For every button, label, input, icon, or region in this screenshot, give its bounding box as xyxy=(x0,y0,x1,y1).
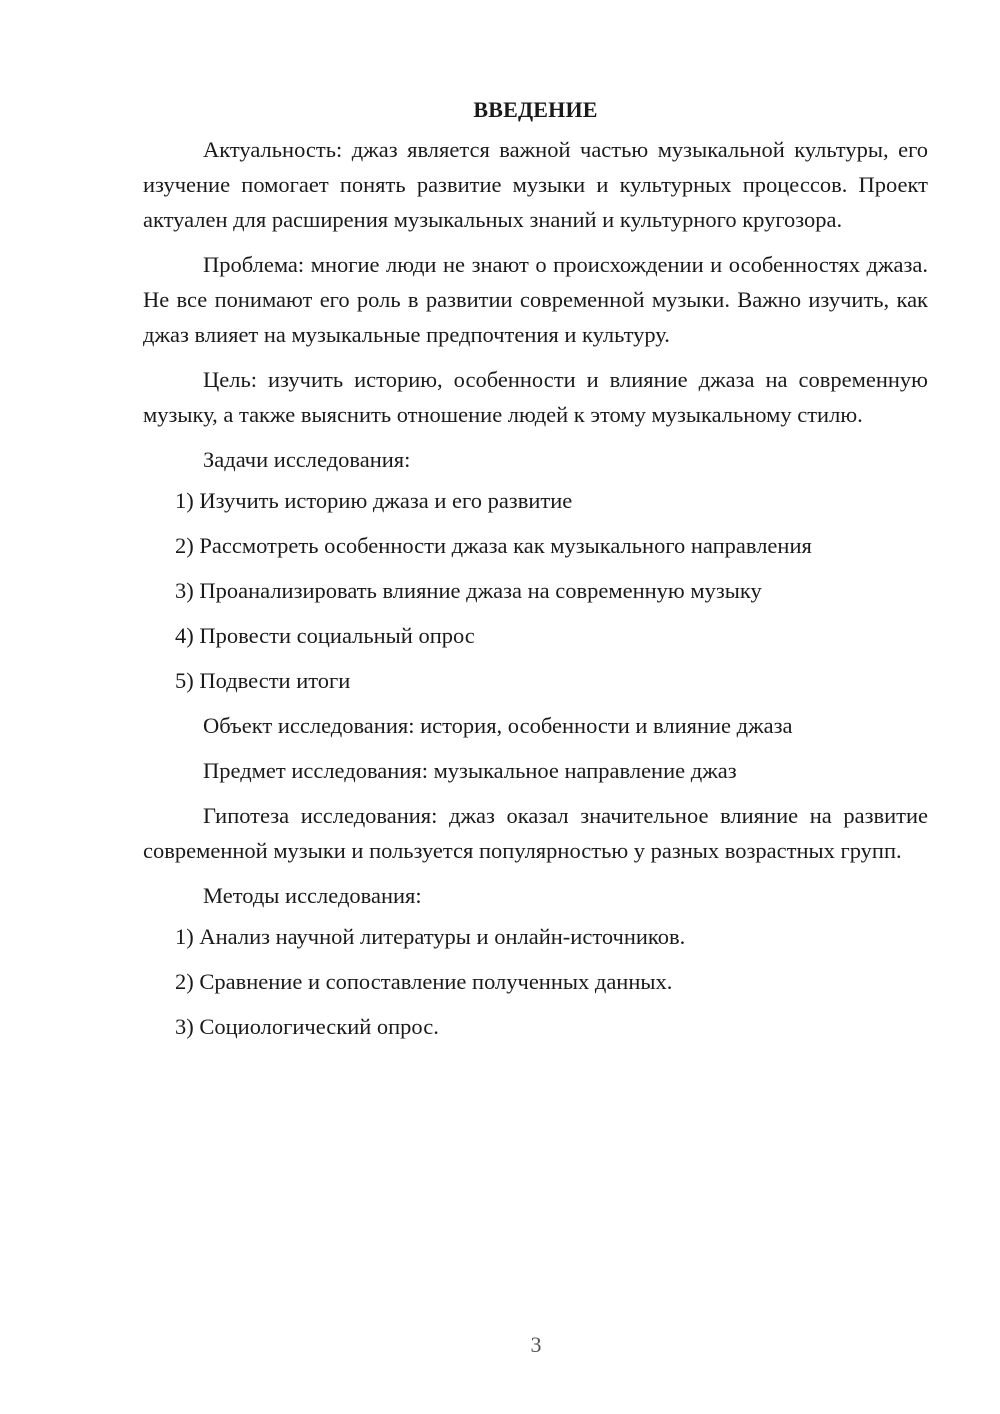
list-item: 2) Рассмотреть особенности джаза как музыкального направления xyxy=(175,533,812,558)
list-item: 5) Подвести итоги xyxy=(175,668,351,693)
list-item: 4) Провести социальный опрос xyxy=(175,623,475,648)
section-title: ВВЕДЕНИЕ xyxy=(473,97,598,122)
list-item: 1) Анализ научной литературы и онлайн-источников. xyxy=(175,924,686,949)
list-item: 1) Изучить историю джаза и его развитие xyxy=(175,488,573,513)
object-line: Объект исследования: история, особенности и влияние джаза xyxy=(203,713,793,738)
goal-paragraph: Цель: изучить историю, особенности и влияние джаза на современную музыку, а также выяснить отношение людей к этому музыкальному стилю. xyxy=(143,367,928,427)
page-content xyxy=(143,94,928,1054)
relevance-paragraph: Актуальность: джаз является важной частью музыкальной культуры, его изучение помогает понять развитие музыки и культурных процессов. Проект актуален для расширения музыкальных знаний и культурного кругозора. xyxy=(143,137,928,232)
problem-paragraph: Проблема: многие люди не знают о происхождении и особенностях джаза. Не все понимают его роль в развитии современной музыки. Важно изучить, как джаз влияет на музыкальные предпочтения и культуру. xyxy=(143,252,928,347)
methods-list xyxy=(143,919,928,1044)
methods-heading: Методы исследования: xyxy=(203,883,422,908)
list-item: 2) Сравнение и сопоставление полученных данных. xyxy=(175,969,673,994)
list-item: 3) Социологический опрос. xyxy=(175,1014,439,1039)
tasks-heading: Задачи исследования: xyxy=(203,447,411,472)
subject-line: Предмет исследования: музыкальное направление джаз xyxy=(203,758,737,783)
tasks-list xyxy=(143,483,928,698)
hypothesis-paragraph: Гипотеза исследования: джаз оказал значительное влияние на развитие современной музыки и пользуется популярностью у разных возрастных групп. xyxy=(143,803,928,863)
page-number: 3 xyxy=(530,1332,542,1357)
list-item: 3) Проанализировать влияние джаза на современную музыку xyxy=(175,578,762,603)
